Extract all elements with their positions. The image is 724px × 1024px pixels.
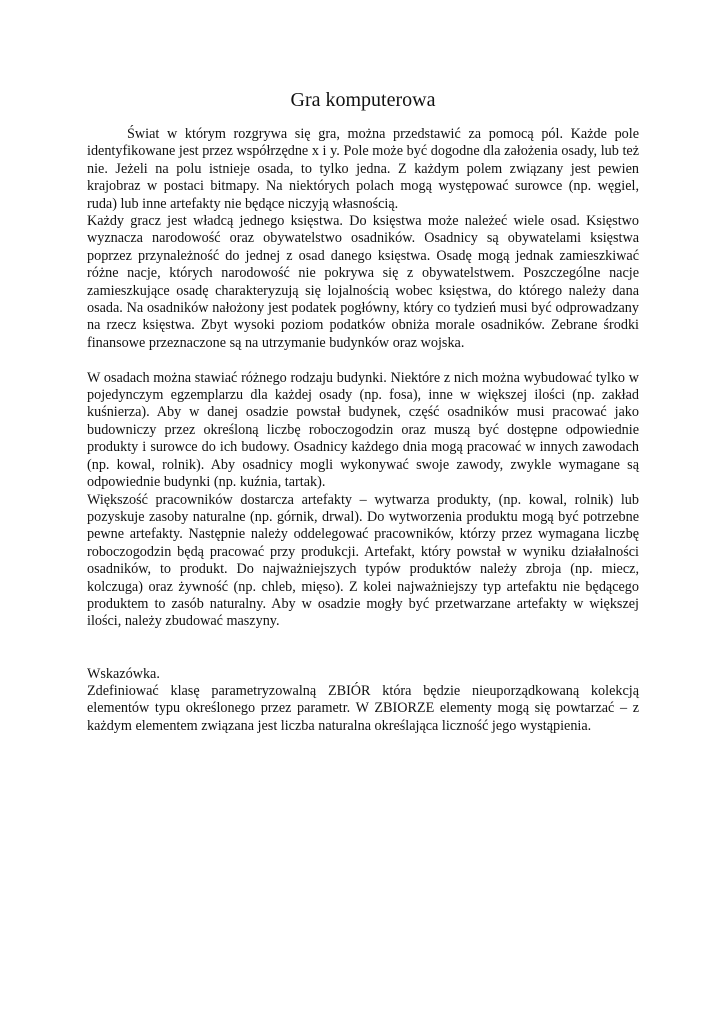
document-title: Gra komputerowa <box>290 89 436 111</box>
paragraph-world-fields: Świat w którym rozgrywa się gra, można przedstawić za pomocą pól. Każde pole identyfikowane jest przez współrzędne x i y. Pole może być dogodne dla założenia osady, lub też nie. Jeżeli na polu istnieje osada, to tylko jedna. Z każdym polem związany jest pewien krajobraz w postaci bitmapy. Na niektórych polach mogą występować surowce (np. węgiel, ruda) lub inne artefakty nie będące niczyją własnością. <box>87 126 639 212</box>
document-page <box>87 88 639 735</box>
paragraph-buildings: W osadach można stawiać różnego rodzaju budynki. Niektóre z nich można wybudować tylko w pojedynczym egzemplarzu dla każdej osady (np. fosa), inne w większej ilości (np. zakład kuśnierza). Aby w danej osadzie powstał budynek, część osadników musi pracować jako budowniczy przez określoną liczbę roboczogodzin oraz muszą być dostępne odpowiednie produkty i surowce do ich budowy. Osadnicy każdego dnia mogą pracować w innych zawodach (np. kowal, rolnik). Aby osadnicy mogli wykonywać swoje zawody, zwykle wymagane są odpowiednie budynki (np. kuźnia, tartak). <box>87 369 639 491</box>
paragraph-spacer <box>87 352 639 369</box>
hint-heading: Wskazówka. <box>87 665 160 682</box>
paragraph-artifacts: Większość pracowników dostarcza artefakty – wytwarza produkty, (np. kowal, rolnik) lub pozyskuje zasoby naturalne (np. górnik, drwal). Do wytworzenia produktu mogą być potrzebne pewne artefakty. Następnie należy oddelegować pracowników, którzy przez wymagana liczbę roboczogodzin będą pracować przy produkcji. Artefakt, który powstał w wyniku działalności osadników, to produkt. Do najważniejszych typów produktów należy zbroja (np. miecz, kolczuga) oraz żywność (np. chleb, mięso). Z kolei najważniejszy typ artefaktu nie będącego produktem to zasób naturalny. Aby w osadzie mogły być przetwarzane artefakty w większej ilości, należy zbudować maszyny. <box>87 491 639 630</box>
paragraph-spacer <box>87 631 639 666</box>
paragraph-principality: Każdy gracz jest władcą jednego księstwa. Do księstwa może należeć wiele osad. Księstwo wyznacza narodowość oraz obywatelstwo osadników. Osadnicy są obywatelami księstwa poprzez przynależność do jednej z osad danego księstwa. Osadę mogą jednak zamieszkiwać różne nacje, których narodowość nie pokrywa się z obywatelstwem. Poszczególne nacje zamieszkujące osadę charakteryzują się lojalnością wobec księstwa, do którego należy dana osada. Na osadników nałożony jest podatek pogłówny, który co tydzień musi być odprowadzany na rzecz księstwa. Zbyt wysoki poziom podatków obniża morale osadników. Zebrane środki finansowe przeznaczone są na utrzymanie budynków oraz wojska. <box>87 213 639 351</box>
hint-task: Zdefiniować klasę parametryzowalną ZBIÓR która będzie nieuporządkowaną kolekcją elementów typu określonego przez parametr. W ZBIORZE elementy mogą się powtarzać – z każdym elementem związana jest liczba naturalna określająca liczność jego wystąpienia. <box>87 682 639 734</box>
